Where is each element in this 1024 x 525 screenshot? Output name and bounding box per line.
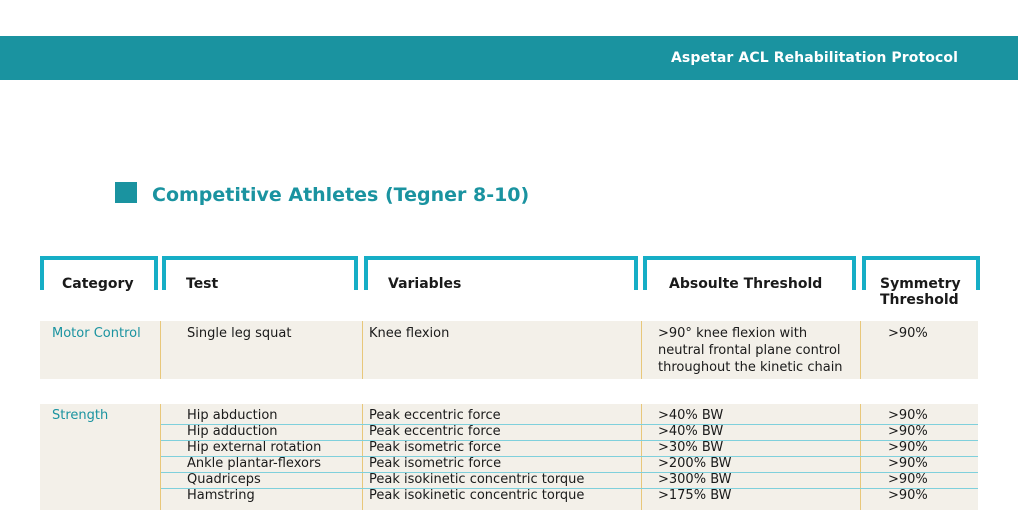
test-cell: Quadriceps xyxy=(187,472,261,487)
absolute-threshold-cell: >175% BW xyxy=(658,488,732,503)
header-banner xyxy=(0,36,1018,80)
column-divider xyxy=(860,404,861,510)
row-divider xyxy=(161,424,978,425)
symmetry-cell: >90% xyxy=(888,440,928,455)
variable-cell: Peak isometric force xyxy=(369,456,502,471)
symmetry-cell: >90% xyxy=(888,326,928,341)
variable-cell: Peak eccentric force xyxy=(369,408,501,423)
absolute-threshold-cell: >40% BW xyxy=(658,408,724,423)
column-divider xyxy=(641,321,642,379)
symmetry-cell: >90% xyxy=(888,488,928,503)
column-header-symmetry-threshold xyxy=(862,256,980,308)
column-divider xyxy=(160,321,161,379)
column-divider xyxy=(860,321,861,379)
test-cell: Ankle plantar-flexors xyxy=(187,456,322,471)
test-cell: Single leg squat xyxy=(187,326,292,341)
column-divider xyxy=(362,321,363,379)
column-header-absolute-threshold xyxy=(643,256,856,290)
column-divider xyxy=(160,404,161,510)
absolute-threshold-line: throughout the kinetic chain xyxy=(658,360,843,375)
variable-cell: Peak eccentric force xyxy=(369,424,501,439)
column-header-test xyxy=(162,256,358,290)
variable-cell: Knee flexion xyxy=(369,326,450,341)
symmetry-cell: >90% xyxy=(888,424,928,439)
absolute-threshold-cell: >30% BW xyxy=(658,440,724,455)
column-header-label: Symmetry Threshold xyxy=(880,276,961,308)
absolute-threshold-cell: >40% BW xyxy=(658,424,724,439)
symmetry-cell: >90% xyxy=(888,472,928,487)
variable-cell: Peak isokinetic concentric torque xyxy=(369,488,585,503)
test-cell: Hamstring xyxy=(187,488,255,503)
column-header-category xyxy=(40,256,158,290)
test-cell: Hip adduction xyxy=(187,424,278,439)
absolute-threshold-line: >90° knee flexion with xyxy=(658,326,808,341)
variable-cell: Peak isokinetic concentric torque xyxy=(369,472,585,487)
symmetry-cell: >90% xyxy=(888,456,928,471)
column-header-label: Test xyxy=(186,276,219,292)
absolute-threshold-cell: >300% BW xyxy=(658,472,732,487)
column-header-variables xyxy=(364,256,638,290)
column-header-label: Variables xyxy=(388,276,462,292)
test-cell: Hip abduction xyxy=(187,408,278,423)
absolute-threshold-cell: >200% BW xyxy=(658,456,732,471)
column-header-label: Absoulte Threshold xyxy=(669,276,823,292)
category-motor-control: Motor Control xyxy=(52,326,141,341)
absolute-threshold-line: neutral frontal plane control xyxy=(658,343,841,358)
document-title: Aspetar ACL Rehabilitation Protocol xyxy=(670,50,958,66)
variable-cell: Peak isometric force xyxy=(369,440,502,455)
test-cell: Hip external rotation xyxy=(187,440,322,455)
section-marker xyxy=(115,182,137,203)
column-divider xyxy=(362,404,363,510)
column-header-label: Category xyxy=(62,276,134,292)
category-strength: Strength xyxy=(52,408,109,423)
section-title: Competitive Athletes (Tegner 8-10) xyxy=(152,184,530,206)
column-divider xyxy=(641,404,642,510)
symmetry-cell: >90% xyxy=(888,408,928,423)
